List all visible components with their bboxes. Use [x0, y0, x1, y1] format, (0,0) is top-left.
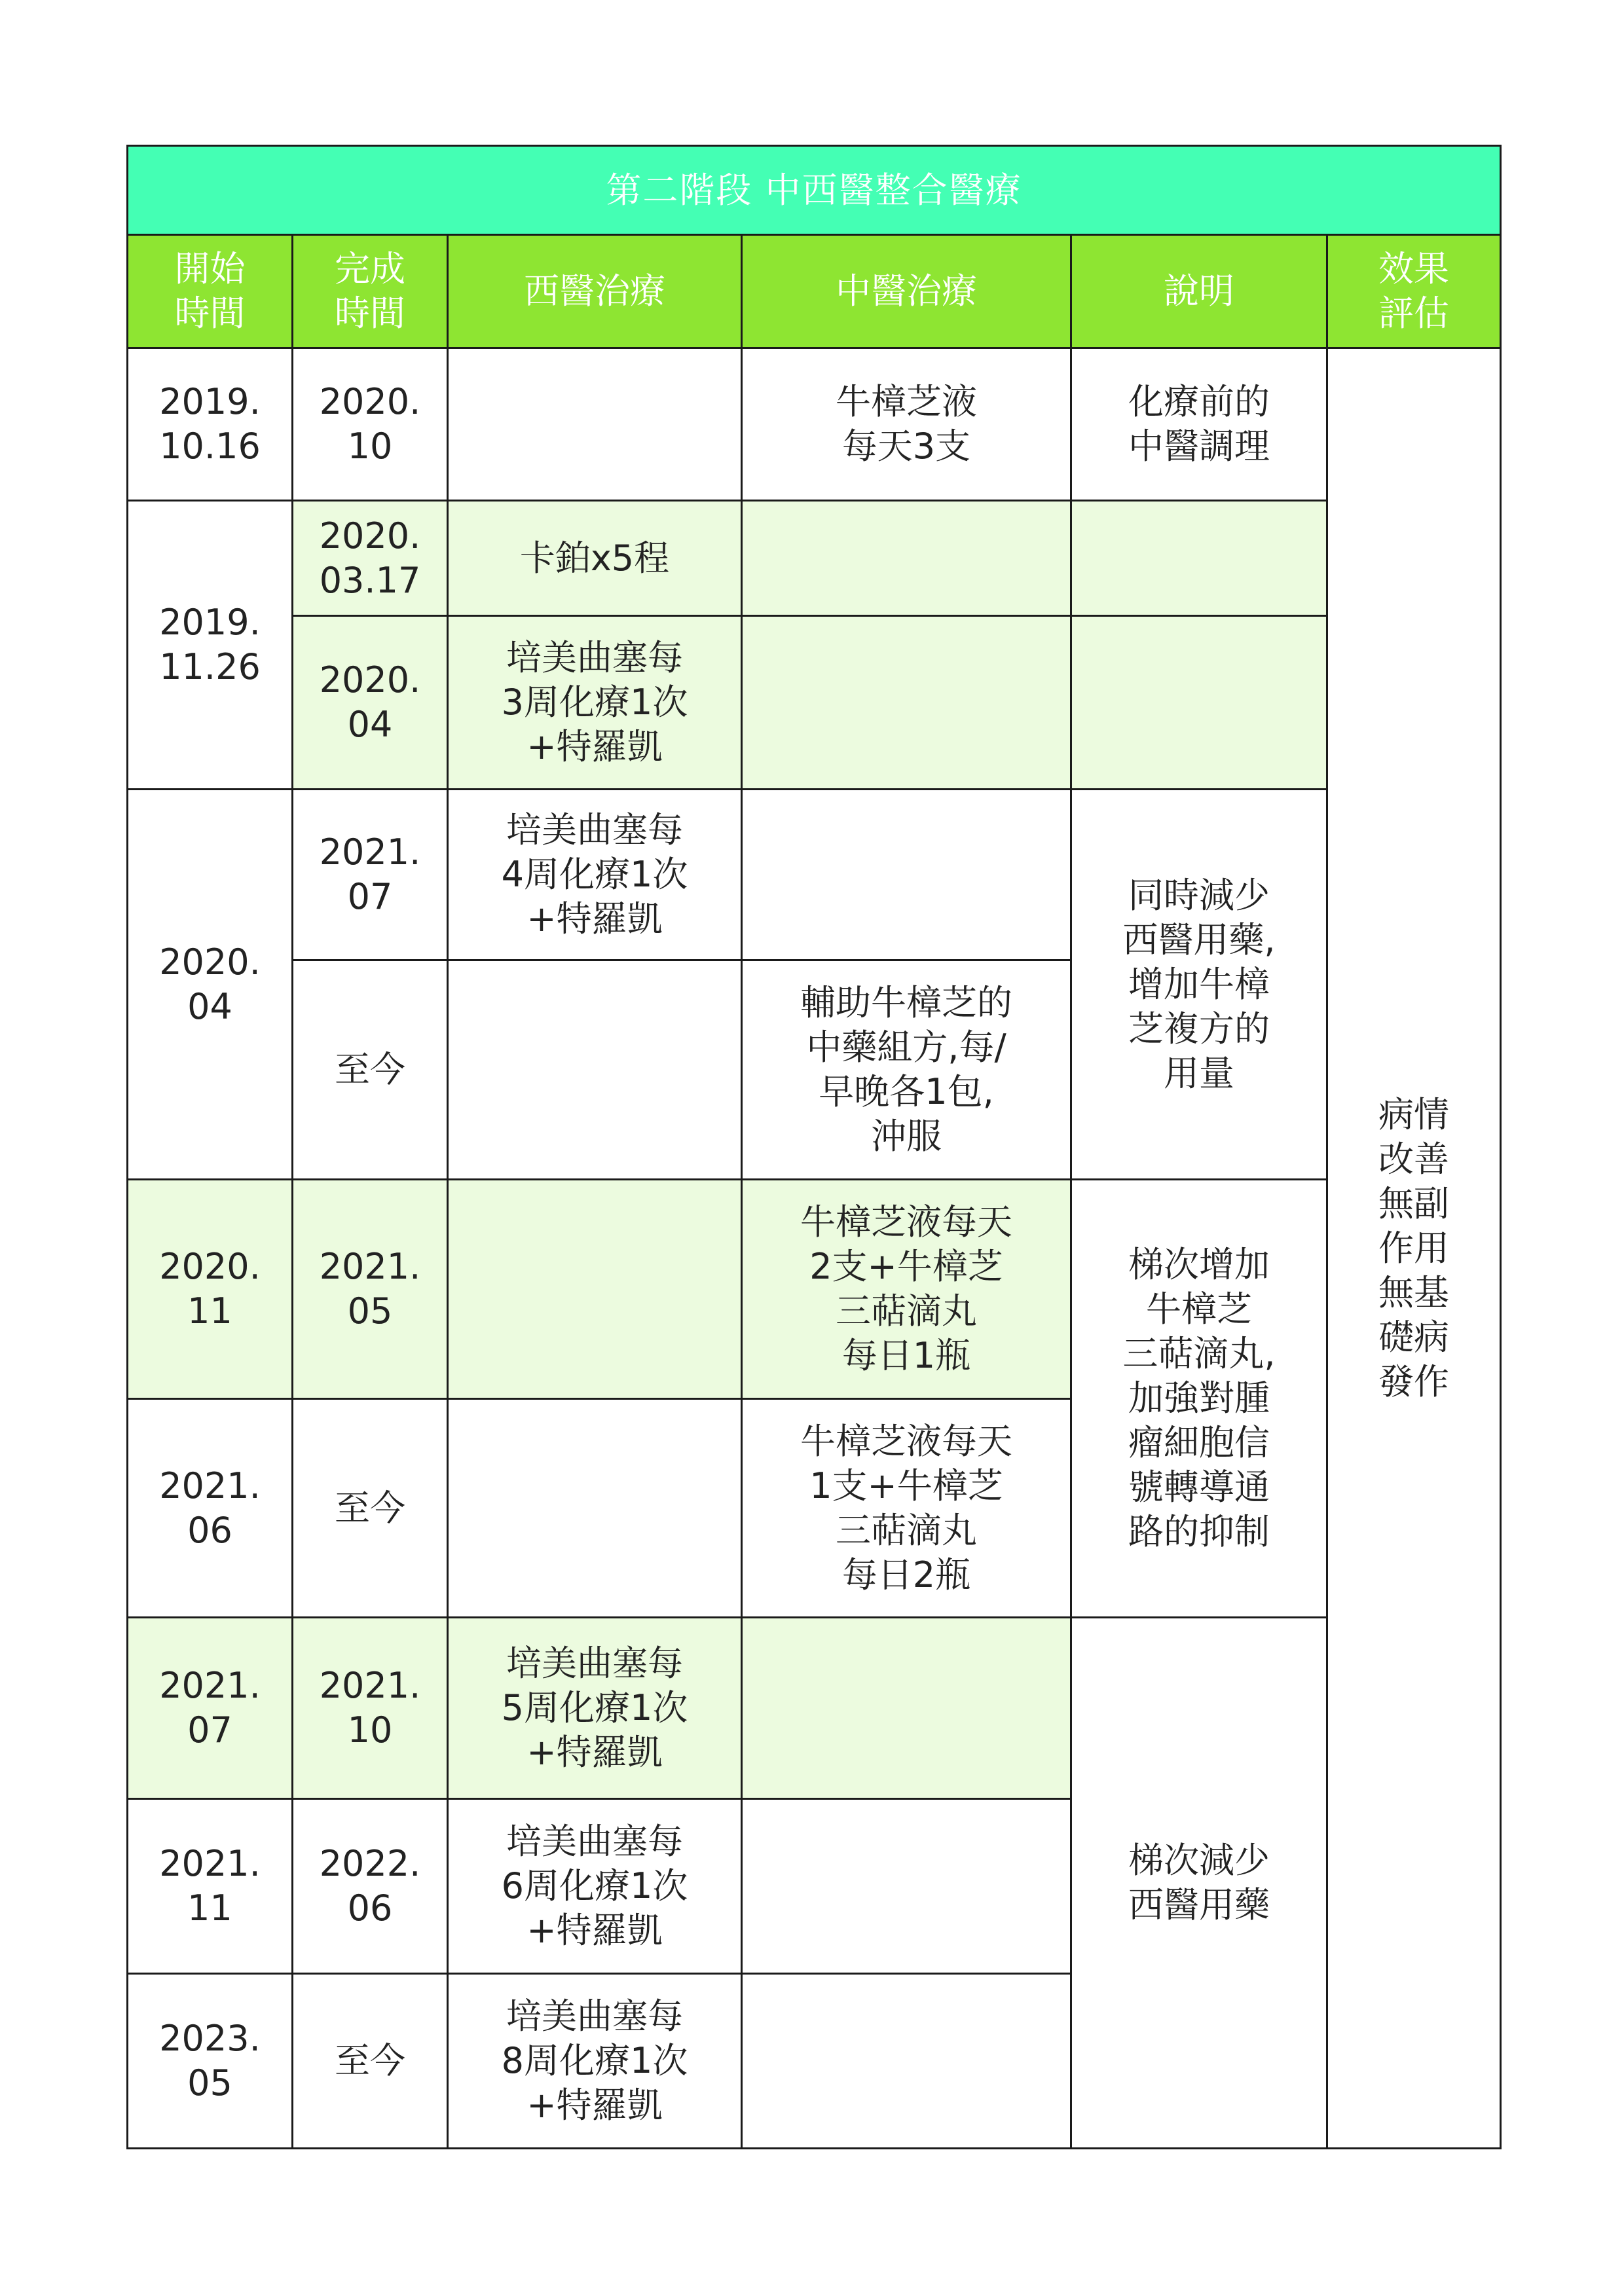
note-cell: 化療前的 中醫調理: [1071, 348, 1327, 501]
end-time-cell: 2021. 07: [293, 790, 448, 960]
start-time-cell: 2019. 10.16: [128, 348, 293, 501]
chinese-cell: [742, 616, 1071, 790]
western-cell: 培美曲塞每 4周化療1次 +特羅凱: [448, 790, 742, 960]
chinese-cell: [742, 1618, 1071, 1799]
end-time-cell: 至今: [293, 960, 448, 1180]
end-time-cell: 2021. 05: [293, 1180, 448, 1399]
western-cell: 卡鉑x5程: [448, 501, 742, 616]
chinese-cell: [742, 1974, 1071, 2149]
chinese-cell: 牛樟芝液 每天3支: [742, 348, 1071, 501]
western-cell: 培美曲塞每 6周化療1次 +特羅凱: [448, 1799, 742, 1974]
note-cell: 同時減少 西醫用藥, 增加牛樟 芝複方的 用量: [1071, 790, 1327, 1180]
start-time-cell: 2021. 07: [128, 1618, 293, 1799]
header-start-time: 開始 時間: [128, 235, 293, 348]
western-cell: 培美曲塞每 3周化療1次 +特羅凱: [448, 616, 742, 790]
end-time-cell: 至今: [293, 1399, 448, 1618]
header-end-time: 完成 時間: [293, 235, 448, 348]
chinese-cell: 輔助牛樟芝的 中藥組方,每/ 早晚各1包, 沖服: [742, 960, 1071, 1180]
end-time-cell: 2020. 03.17: [293, 501, 448, 616]
header-evaluation: 效果 評估: [1327, 235, 1501, 348]
chinese-cell: [742, 501, 1071, 616]
western-cell: 培美曲塞每 8周化療1次 +特羅凱: [448, 1974, 742, 2149]
header-note: 說明: [1071, 235, 1327, 348]
start-time-cell: 2020. 11: [128, 1180, 293, 1399]
header-row: [128, 235, 1501, 348]
chinese-cell: 牛樟芝液每天 2支+牛樟芝 三萜滴丸 每日1瓶: [742, 1180, 1071, 1399]
table-row: [128, 1618, 1501, 1799]
header-chinese-treatment: 中醫治療: [742, 235, 1071, 348]
note-cell: 梯次減少 西醫用藥: [1071, 1618, 1327, 2149]
chinese-cell: 牛樟芝液每天 1支+牛樟芝 三萜滴丸 每日2瓶: [742, 1399, 1071, 1618]
end-time-cell: 2020. 04: [293, 616, 448, 790]
western-cell: [448, 960, 742, 1180]
note-cell: [1071, 616, 1327, 790]
table-row: [128, 790, 1501, 960]
evaluation-cell: 病情 改善 無副 作用 無基 礎病 發作: [1327, 348, 1501, 2149]
note-cell: [1071, 501, 1327, 616]
table-row: [128, 501, 1501, 616]
chinese-cell: [742, 790, 1071, 960]
western-cell: [448, 1180, 742, 1399]
title-row: [128, 146, 1501, 235]
treatment-table: [126, 145, 1502, 2149]
table-title: 第二階段 中西醫整合醫療: [128, 146, 1501, 235]
start-time-cell: 2023. 05: [128, 1974, 293, 2149]
start-time-cell: 2020. 04: [128, 790, 293, 1180]
table-row: [128, 616, 1501, 790]
table-row: [128, 1180, 1501, 1399]
western-cell: 培美曲塞每 5周化療1次 +特羅凱: [448, 1618, 742, 1799]
end-time-cell: 至今: [293, 1974, 448, 2149]
end-time-cell: 2020. 10: [293, 348, 448, 501]
start-time-cell: 2019. 11.26: [128, 501, 293, 790]
end-time-cell: 2021. 10: [293, 1618, 448, 1799]
note-cell: 梯次增加 牛樟芝 三萜滴丸, 加強對腫 瘤細胞信 號轉導通 路的抑制: [1071, 1180, 1327, 1618]
western-cell: [448, 348, 742, 501]
end-time-cell: 2022. 06: [293, 1799, 448, 1974]
chinese-cell: [742, 1799, 1071, 1974]
table-row: [128, 348, 1501, 501]
start-time-cell: 2021. 11: [128, 1799, 293, 1974]
header-western-treatment: 西醫治療: [448, 235, 742, 348]
start-time-cell: 2021. 06: [128, 1399, 293, 1618]
western-cell: [448, 1399, 742, 1618]
